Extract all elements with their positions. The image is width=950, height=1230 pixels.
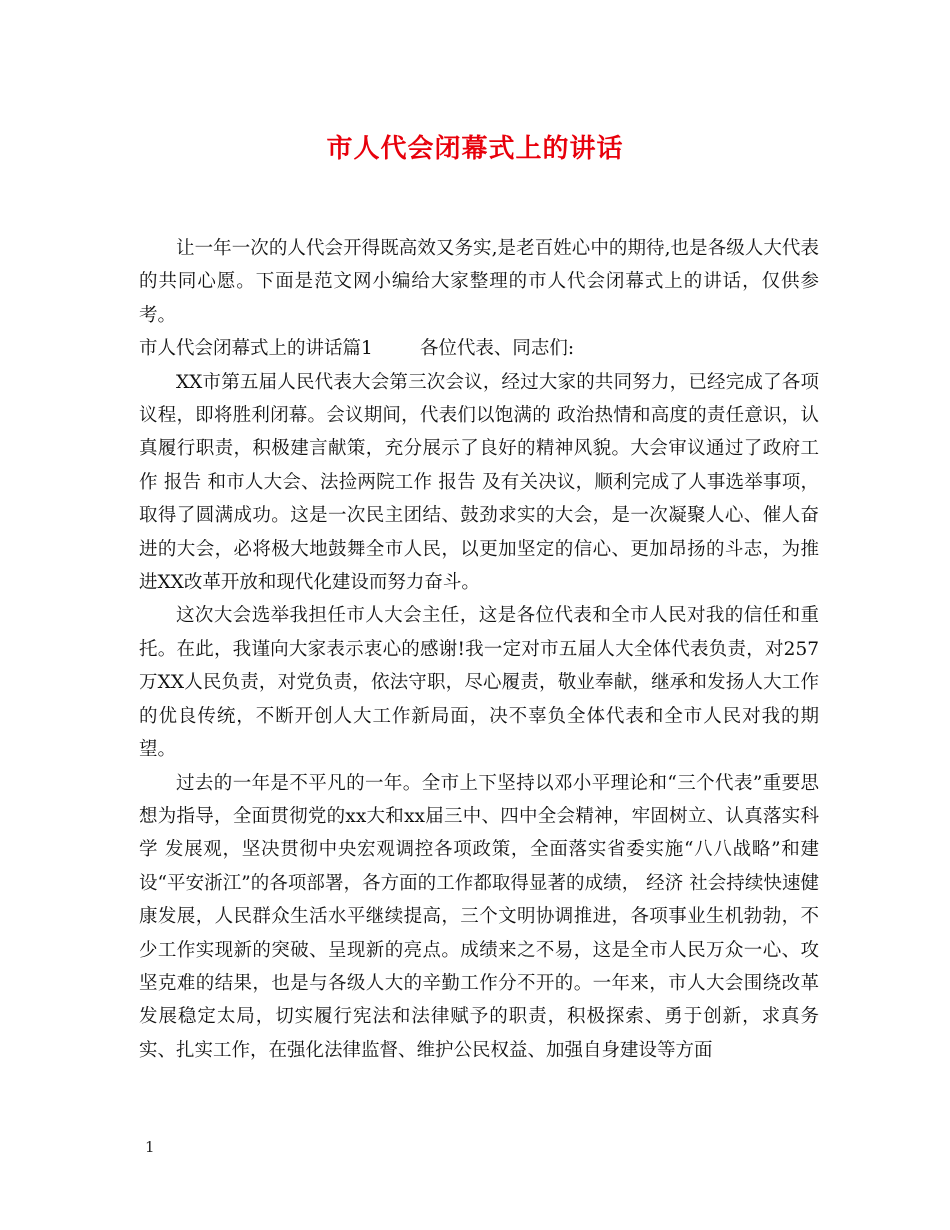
intro-paragraph: 让一年一次的人代会开得既高效又务实,是老百姓心中的期待,也是各级人大代表的共同心愿。下面是范文网小编给大家整理的市人代会闭幕式上的讲话，仅供参考。 <box>139 238 819 326</box>
body-paragraph: 这次大会选举我担任市人大会主任，这是各位代表和全市人民对我的信任和重托。在此，我谨向大家表示衷心的感谢!我一定对市五届人大全体代表负责，对257万XX人民负责，对党负责，依法守职，尽心履责，敬业奉献，继承和发扬人大工作的优良传统，不断开创人大工作新局面，决不辜负全体代表和全市人民对我的期望。 <box>139 605 819 761</box>
document-body <box>139 232 819 1067</box>
body-paragraph: 过去的一年是不平凡的一年。全市上下坚持以邓小平理论和“三个代表”重要思想为指导，全面贯彻党的xx大和xx届三中、四中全会精神，牢固树立、认真落实科学 发展观，坚决贯彻中央宏观调控各项政策，全面落实省委实施“八八战略”和建设“平安浙江”的各项部署，各方面的工作都取得显著的成绩， 经济 社会持续快速健康发展，人民群众生活水平继续提高，三个文明协调推进，各项事业生机勃勃，不少工作实现新的突破、呈现新的亮点。成绩来之不易，这是全市人民万众一心、攻坚克难的结果，也是与各级人大的辛勤工作分不开的。一年来，市人大会围绕改革发展稳定太局，切实履行宪法和法律赋予的职责，积极探索、勇于创新，求真务实、扎实工作，在强化法律监督、维护公民权益、加强自身建设等方面 <box>139 772 819 1061</box>
section-heading: 市人代会闭幕式上的讲话篇1 <box>139 338 373 360</box>
page-number: 1 <box>145 1138 155 1156</box>
document-title: 市人代会闭幕式上的讲话 <box>326 134 624 164</box>
body-paragraph: XX市第五届人民代表大会第三次会议，经过大家的共同努力，已经完成了各项议程，即将胜利闭幕。会议期间，代表们以饱满的 政治热情和高度的责任意识，认真履行职责，积极建言献策，充分展示了良好的精神风貌。大会审议通过了政府工作 报告 和市人大会、法捡两院工作 报告 及有关决议，顺利完成了人事选举事项，取得了圆满成功。这是一次民主团结、鼓劲求实的大会，是一次凝聚人心、催人奋进的大会，必将极大地鼓舞全市人民，以更加坚定的信心、更加昂扬的斗志，为推进XX改革开放和现代化建设而努力奋斗。 <box>139 371 819 594</box>
section-heading-line <box>139 332 819 365</box>
salutation: 各位代表、同志们: <box>419 338 575 360</box>
